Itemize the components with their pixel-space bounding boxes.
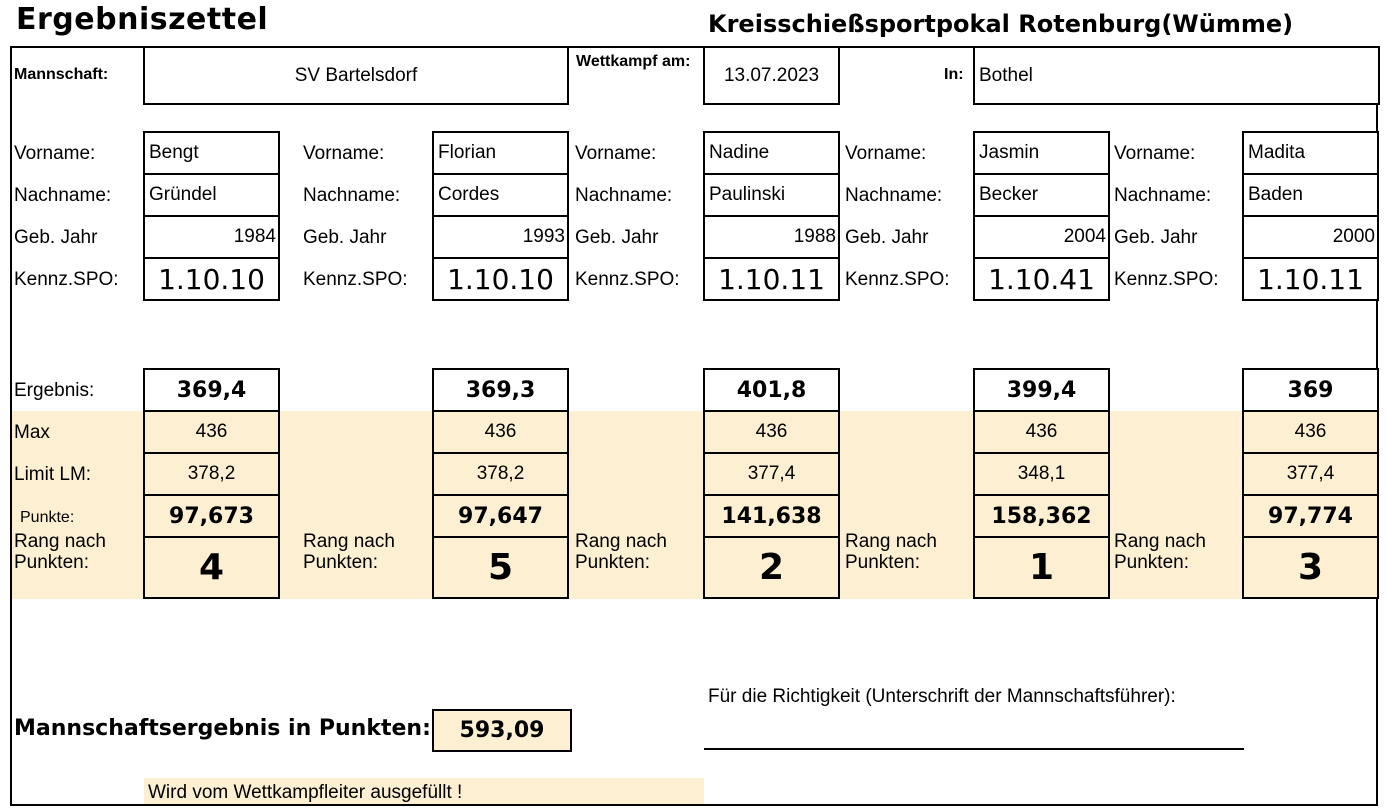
label-kennz: Kennz.SPO:: [575, 269, 680, 290]
label-kennz: Kennz.SPO:: [1114, 269, 1219, 290]
field-geb_jahr[interactable]: [703, 215, 840, 259]
value-nachname: Cordes: [438, 184, 500, 205]
value-geb_jahr: 1993: [522, 226, 565, 247]
value-limit: 348,1: [1017, 463, 1066, 484]
field-ergebnis: [143, 368, 280, 412]
value-punkte: 97,647: [458, 503, 543, 529]
field-punkte: [1242, 494, 1379, 538]
value-punkte: 97,774: [1268, 503, 1353, 529]
field-limit: [1242, 452, 1379, 496]
field-rang: [1242, 536, 1379, 599]
team-label: Mannschaft:: [14, 66, 109, 83]
value-max: 436: [1025, 421, 1058, 442]
label-geb_jahr: Geb. Jahr: [845, 227, 929, 248]
field-limit: [432, 452, 569, 496]
value-nachname: Gründel: [149, 184, 217, 205]
field-geb_jahr[interactable]: [143, 215, 280, 259]
field-limit: [143, 452, 280, 496]
value-rang: 3: [1297, 547, 1324, 588]
label-geb_jahr: Geb. Jahr: [1114, 227, 1198, 248]
value-vorname: Jasmin: [979, 142, 1040, 163]
field-geb_jahr[interactable]: [973, 215, 1110, 259]
label-punkte: Punkte:: [20, 509, 75, 526]
label-nachname: Nachname:: [14, 185, 112, 206]
field-vorname[interactable]: [703, 131, 840, 175]
label-kennz: Kennz.SPO:: [303, 269, 408, 290]
field-rang: [432, 536, 569, 599]
field-punkte: [973, 494, 1110, 538]
signature-label: Für die Richtigkeit (Unterschrift der Mannschaftsführer):: [708, 686, 1176, 707]
label-rang: Rang nach Punkten:: [845, 531, 937, 573]
signature-line[interactable]: [704, 748, 1244, 750]
label-nachname: Nachname:: [845, 185, 943, 206]
field-rang: [973, 536, 1110, 599]
value-ergebnis: 369,3: [465, 377, 536, 403]
value-nachname: Paulinski: [709, 184, 786, 205]
value-rang: 2: [758, 547, 785, 588]
field-ergebnis: [1242, 368, 1379, 412]
field-kennz[interactable]: [973, 257, 1110, 301]
field-limit: [973, 452, 1110, 496]
field-kennz[interactable]: [432, 257, 569, 301]
label-max: Max: [14, 422, 50, 443]
note-text: Wird vom Wettkampfleiter ausgefüllt !: [148, 782, 463, 803]
value-punkte: 158,362: [991, 503, 1092, 529]
label-geb_jahr: Geb. Jahr: [303, 227, 387, 248]
value-limit: 378,2: [187, 463, 236, 484]
competition-title: Kreisschießsportpokal Rotenburg(Wümme): [708, 10, 1294, 38]
value-kennz: 1.10.11: [718, 262, 825, 296]
value-geb_jahr: 1988: [793, 226, 836, 247]
value-max: 436: [755, 421, 788, 442]
label-rang: Rang nach Punkten:: [14, 531, 106, 573]
field-nachname[interactable]: [703, 173, 840, 217]
note-strip: [144, 778, 704, 804]
page-title: Ergebniszettel: [16, 2, 269, 37]
value-ergebnis: 401,8: [736, 377, 807, 403]
label-limit: Limit LM:: [14, 464, 92, 485]
field-ergebnis: [973, 368, 1110, 412]
place-field[interactable]: [973, 46, 1380, 105]
label-ergebnis: Ergebnis:: [14, 380, 95, 401]
label-geb_jahr: Geb. Jahr: [14, 227, 98, 248]
value-rang: 1: [1028, 547, 1055, 588]
date-label: Wettkampf am:: [576, 53, 691, 70]
label-rang: Rang nach Punkten:: [1114, 531, 1206, 573]
field-vorname[interactable]: [1242, 131, 1379, 175]
field-nachname[interactable]: [432, 173, 569, 217]
label-nachname: Nachname:: [303, 185, 401, 206]
value-vorname: Florian: [438, 142, 497, 163]
field-vorname[interactable]: [432, 131, 569, 175]
value-kennz: 1.10.10: [447, 262, 554, 296]
value-ergebnis: 369,4: [176, 377, 247, 403]
value-geb_jahr: 1984: [233, 226, 276, 247]
value-rang: 4: [198, 547, 225, 588]
field-geb_jahr[interactable]: [1242, 215, 1379, 259]
place-value: Bothel: [979, 64, 1033, 86]
value-kennz: 1.10.41: [988, 262, 1095, 296]
date-field[interactable]: [703, 46, 840, 105]
field-max: [432, 410, 569, 454]
value-rang: 5: [487, 547, 514, 588]
field-kennz[interactable]: [703, 257, 840, 301]
field-punkte: [703, 494, 840, 538]
value-vorname: Madita: [1248, 142, 1306, 163]
value-vorname: Bengt: [149, 142, 199, 163]
field-kennz[interactable]: [143, 257, 280, 301]
field-max: [143, 410, 280, 454]
field-rang: [703, 536, 840, 599]
field-ergebnis: [703, 368, 840, 412]
value-punkte: 97,673: [169, 503, 254, 529]
value-nachname: Baden: [1248, 184, 1303, 205]
field-max: [973, 410, 1110, 454]
field-geb_jahr[interactable]: [432, 215, 569, 259]
field-nachname[interactable]: [973, 173, 1110, 217]
team-value: SV Bartelsdorf: [294, 64, 418, 86]
value-geb_jahr: 2000: [1332, 226, 1375, 247]
field-vorname[interactable]: [973, 131, 1110, 175]
label-rang: Rang nach Punkten:: [575, 531, 667, 573]
value-max: 436: [1294, 421, 1327, 442]
label-vorname: Vorname:: [1114, 143, 1196, 164]
label-kennz: Kennz.SPO:: [845, 269, 950, 290]
value-geb_jahr: 2004: [1063, 226, 1106, 247]
value-limit: 378,2: [476, 463, 525, 484]
field-vorname[interactable]: [143, 131, 280, 175]
value-vorname: Nadine: [709, 142, 770, 163]
field-max: [703, 410, 840, 454]
field-max: [1242, 410, 1379, 454]
date-value: 13.07.2023: [723, 64, 820, 86]
place-label: In:: [944, 66, 964, 83]
field-limit: [703, 452, 840, 496]
label-rang: Rang nach Punkten:: [303, 531, 395, 573]
label-nachname: Nachname:: [575, 185, 673, 206]
label-geb_jahr: Geb. Jahr: [575, 227, 659, 248]
label-vorname: Vorname:: [303, 143, 385, 164]
field-punkte: [143, 494, 280, 538]
value-punkte: 141,638: [721, 503, 822, 529]
field-kennz[interactable]: [1242, 257, 1379, 301]
label-nachname: Nachname:: [1114, 185, 1212, 206]
team-field[interactable]: [143, 46, 569, 105]
label-vorname: Vorname:: [14, 143, 96, 164]
field-punkte: [432, 494, 569, 538]
team-result-box: [432, 709, 572, 752]
label-vorname: Vorname:: [845, 143, 927, 164]
value-ergebnis: 399,4: [1006, 377, 1077, 403]
value-ergebnis: 369: [1287, 377, 1334, 403]
value-max: 436: [484, 421, 517, 442]
label-kennz: Kennz.SPO:: [14, 269, 119, 290]
field-nachname[interactable]: [1242, 173, 1379, 217]
value-kennz: 1.10.11: [1257, 262, 1364, 296]
value-limit: 377,4: [747, 463, 796, 484]
label-vorname: Vorname:: [575, 143, 657, 164]
value-nachname: Becker: [979, 184, 1039, 205]
value-limit: 377,4: [1286, 463, 1335, 484]
field-nachname[interactable]: [143, 173, 280, 217]
field-rang: [143, 536, 280, 599]
team-result-label: Mannschaftsergebnis in Punkten:: [14, 716, 431, 741]
field-ergebnis: [432, 368, 569, 412]
value-kennz: 1.10.10: [158, 262, 265, 296]
value-max: 436: [195, 421, 228, 442]
team-result-value: 593,09: [459, 718, 545, 743]
